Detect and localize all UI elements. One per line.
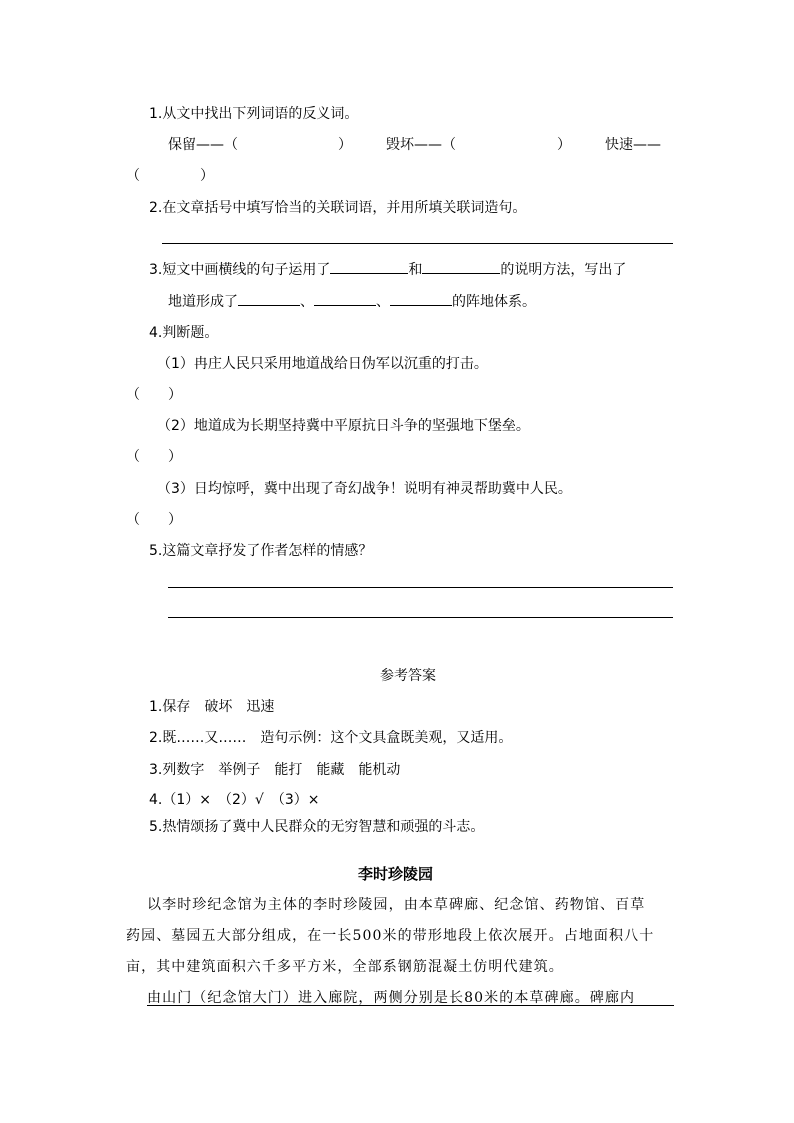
passage-line-3: 亩，其中建筑面积六千多平方米，全部系钢筋混凝土仿明代建筑。 — [126, 959, 564, 975]
answer-1: 1.保存 破坏 迅速 — [149, 699, 275, 715]
passage-line-4: 由山门（纪念馆大门）进入廊院，两侧分别是长80米的本草碑廊。碑廊内 — [147, 990, 636, 1006]
q1-item-kuaisu: 快速—— — [605, 137, 661, 153]
q3-text-d: 地道形成了 — [168, 294, 238, 310]
q1-item-huihuai: 毁坏——（ — [386, 137, 456, 153]
question-5-prompt: 5.这篇文章抒发了作者怎样的情感？ — [149, 543, 373, 559]
question-2-prompt: 2.在文章括号中填写恰当的关联词语，并用所填关联词造句。 — [149, 200, 527, 216]
answer-3: 3.列数字 举例子 能打 能藏 能机动 — [149, 762, 401, 778]
question-3-line-2 — [168, 291, 536, 311]
answer-5: 5.热情颂扬了冀中人民群众的无穷智慧和顽强的斗志。 — [149, 819, 485, 835]
q4-bracket-3: （ ） — [126, 512, 182, 528]
q3-text-c: 的说明方法，写出了 — [500, 262, 627, 278]
q3-text-e: 的阵地体系。 — [452, 294, 536, 310]
q2-answer-line — [162, 243, 673, 244]
q4-item-1: （1）冉庄人民只采用地道战给日伪军以沉重的打击。 — [157, 356, 488, 372]
passage-title: 李时珍陵园 — [358, 865, 434, 883]
passage-underline — [147, 1005, 674, 1006]
q4-item-2: （2）地道成为长期坚持冀中平原抗日斗争的坚强地下堡垒。 — [157, 418, 530, 434]
q3-blank-1 — [330, 259, 408, 274]
q4-bracket-1: （ ） — [126, 387, 182, 403]
question-3-line-1 — [149, 259, 626, 279]
answer-4: 4.（1）× （2）√ （3）× — [149, 792, 320, 808]
q3-sep-1: 、 — [300, 294, 314, 310]
q5-answer-line-1 — [168, 587, 673, 588]
q4-item-3: （3）日均惊呼，冀中出现了奇幻战争！说明有神灵帮助冀中人民。 — [157, 481, 572, 497]
q1-cont-open: （ — [126, 168, 140, 184]
q1-cont-close: ） — [200, 168, 214, 184]
q3-text-b: 和 — [408, 262, 423, 278]
question-1-prompt: 1.从文中找出下列词语的反义词。 — [149, 106, 359, 122]
answers-title: 参考答案 — [380, 668, 436, 684]
q3-blank-2 — [422, 259, 500, 274]
q3-blank-4 — [314, 291, 376, 306]
q1-item-baoliu: 保留——（ — [168, 137, 238, 153]
answer-2: 2.既……又…… 造句示例：这个文具盒既美观，又适用。 — [149, 730, 513, 746]
passage-line-2: 药园、墓园五大部分组成，在一长500米的带形地段上依次展开。占地面积八十 — [126, 928, 655, 944]
q4-bracket-2: （ ） — [126, 449, 182, 465]
q1-close-2: ） — [557, 137, 571, 153]
question-4-prompt: 4.判断题。 — [149, 325, 219, 341]
q3-sep-2: 、 — [376, 294, 390, 310]
q1-close-1: ） — [338, 137, 352, 153]
q5-answer-line-2 — [168, 617, 673, 618]
passage-line-1: 以李时珍纪念馆为主体的李时珍陵园，由本草碑廊、纪念馆、药物馆、百草 — [147, 897, 646, 913]
q3-text-a: 3.短文中画横线的句子运用了 — [149, 262, 331, 278]
q3-blank-5 — [390, 291, 452, 306]
q3-blank-3 — [238, 291, 300, 306]
